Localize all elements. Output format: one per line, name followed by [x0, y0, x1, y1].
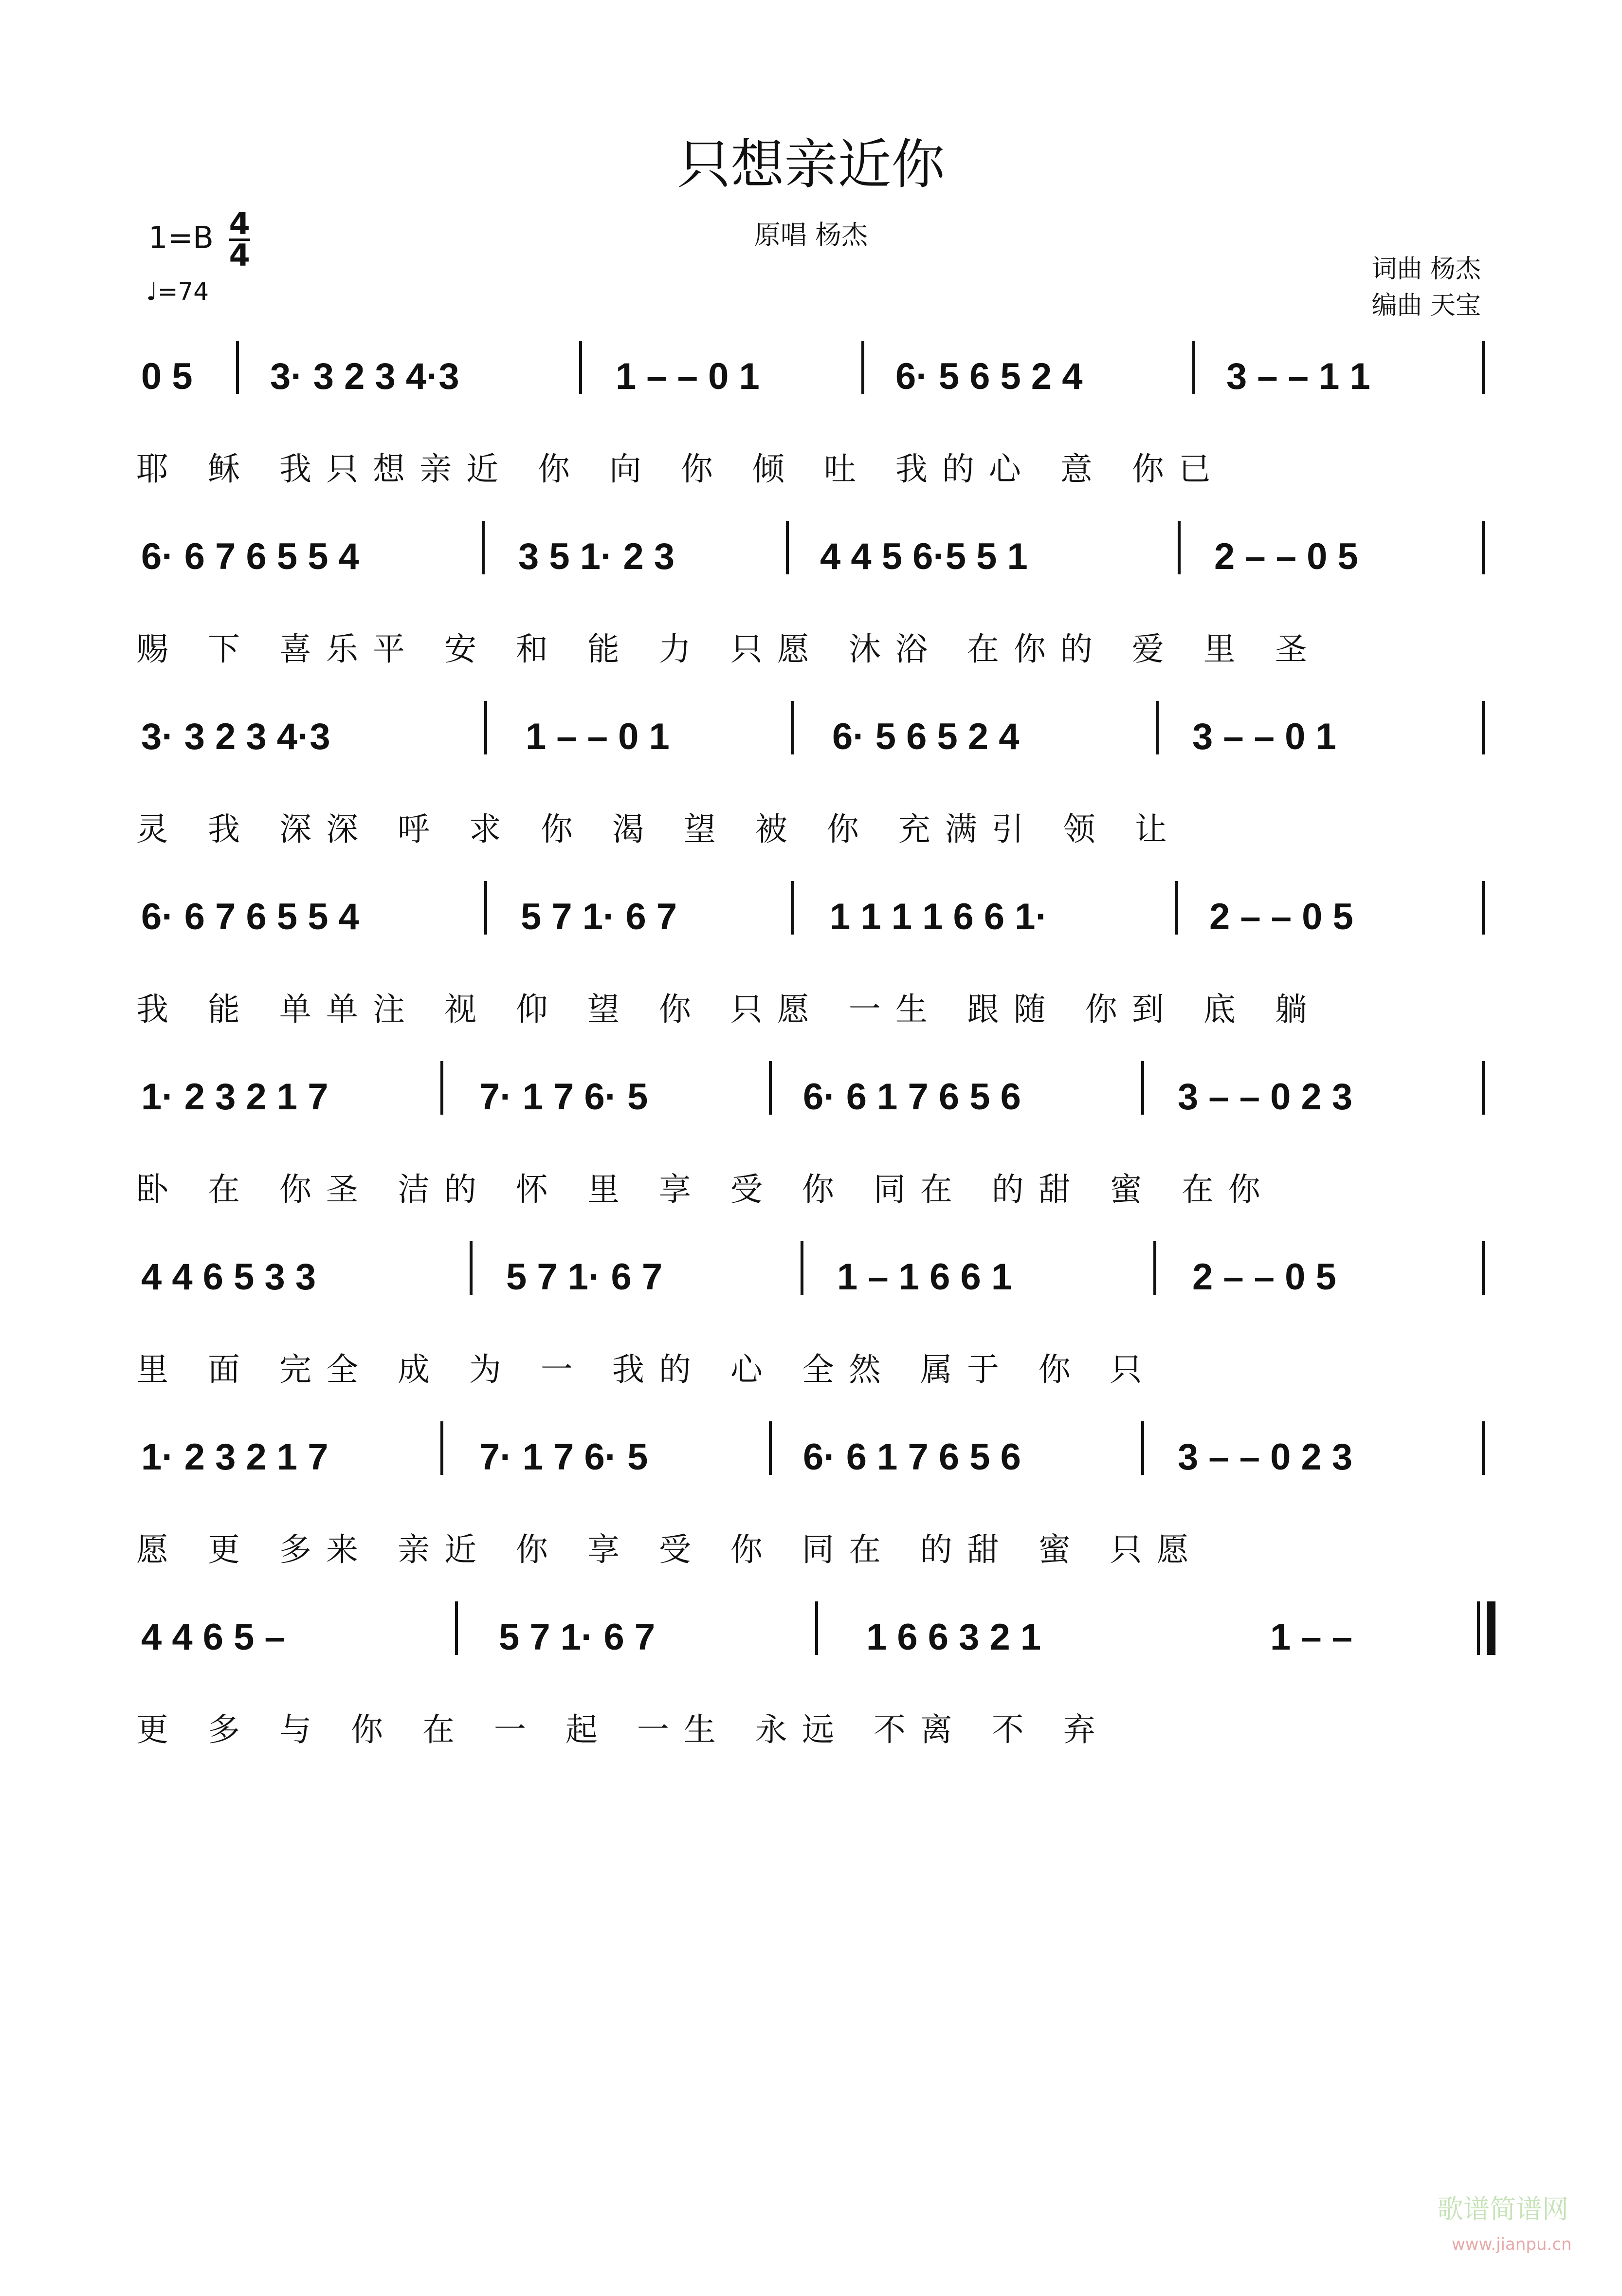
barline: [579, 341, 582, 394]
measure-notes: 6· 5 6 5 2 4: [895, 356, 1083, 397]
measure-notes: 3 – – 1 1: [1226, 356, 1370, 397]
tempo-marking: [146, 277, 209, 306]
barline: [484, 701, 487, 754]
barline: [815, 1601, 818, 1655]
barline: [791, 701, 794, 754]
measure-notes: 1· 2 3 2 1 7: [141, 1436, 328, 1478]
barline: [861, 341, 864, 394]
barline: [1482, 881, 1485, 935]
staff-row: [0, 716, 1622, 876]
measure-notes: 4 4 5 6·5 5 1: [820, 536, 1028, 577]
quarter-note-icon: ♩: [146, 277, 158, 306]
barline: [1153, 1241, 1156, 1295]
barline: [786, 521, 789, 574]
measure-notes: 3· 3 2 3 4·3: [141, 716, 330, 757]
tempo-value: =74: [157, 277, 209, 306]
lyrics-credit: 词曲 杨杰: [1371, 255, 1481, 284]
song-title: 只想亲近你: [677, 133, 945, 196]
barline: [470, 1241, 473, 1295]
measure-notes: 0 5: [141, 356, 193, 397]
measure-notes: 6· 5 6 5 2 4: [832, 716, 1020, 757]
watermark-url: www.jianpu.cn: [1452, 2235, 1572, 2254]
final-barline-thin: [1477, 1601, 1480, 1655]
barline: [440, 1421, 443, 1475]
barline: [791, 881, 794, 935]
barline: [1482, 521, 1485, 574]
measure-notes: 3 5 1· 2 3: [518, 536, 675, 577]
staff-row: [0, 535, 1622, 696]
measure-notes: 4 4 6 5 –: [141, 1616, 285, 1658]
measure-notes: 4 4 6 5 3 3: [141, 1256, 316, 1298]
lyrics-line: 更 多 与 你 在 一 起 一生 永远 不离 不 弃: [136, 1711, 1110, 1748]
measure-notes: 2 – – 0 5: [1192, 1256, 1336, 1298]
measure-notes: 6· 6 7 6 5 5 4: [141, 536, 359, 577]
barline: [1175, 881, 1178, 935]
measure-notes: 2 – – 0 5: [1214, 536, 1358, 577]
barline: [1178, 521, 1181, 574]
measure-notes: 1 – – 0 1: [616, 356, 760, 397]
barline: [769, 1421, 772, 1475]
measure-notes: 6· 6 7 6 5 5 4: [141, 896, 359, 937]
measure-notes: 1 6 6 3 2 1: [866, 1616, 1041, 1658]
measure-notes: 5 7 1· 6 7: [499, 1616, 656, 1658]
barline: [1482, 341, 1485, 394]
barline: [236, 341, 239, 394]
measure-notes: 1 1 1 1 6 6 1·: [830, 896, 1048, 937]
lyrics-line: 耶 稣 我只想亲近 你 向 你 倾 吐 我的心 意 你已: [136, 450, 1225, 488]
measure-notes: 3· 3 2 3 4·3: [270, 356, 459, 397]
staff-row: [0, 355, 1622, 516]
barline: [1141, 1061, 1144, 1115]
barline: [1482, 1241, 1485, 1295]
measure-notes: 6· 6 1 7 6 5 6: [803, 1436, 1021, 1478]
barline: [440, 1061, 443, 1115]
time-signature-bottom: 4: [229, 238, 250, 273]
staff-row: [0, 1616, 1622, 1777]
final-barline-thick: [1487, 1601, 1495, 1655]
measure-notes: 6· 6 1 7 6 5 6: [803, 1076, 1021, 1118]
barline: [1482, 1421, 1485, 1475]
arranger-credit: 编曲 天宝: [1371, 291, 1481, 320]
lyrics-line: 灵 我 深深 呼 求 你 渴 望 被 你 充满引 领 让: [136, 810, 1182, 848]
lyrics-line: 卧 在 你圣 洁的 怀 里 享 受 你 同在 的甜 蜜 在你: [136, 1171, 1275, 1208]
lyrics-line: 赐 下 喜乐平 安 和 能 力 只愿 沐浴 在你的 爱 里 圣: [136, 630, 1322, 668]
lyrics-line: 我 能 单单注 视 仰 望 你 只愿 一生 跟随 你到 底 躺: [136, 991, 1322, 1028]
barline: [769, 1061, 772, 1115]
staff-row: [0, 1076, 1622, 1236]
measure-notes: 1 – –: [1270, 1616, 1353, 1658]
original-singer: 原唱 杨杰: [754, 220, 868, 250]
measure-notes: 3 – – 0 1: [1192, 716, 1336, 757]
watermark-text: 歌谱简谱网: [1437, 2194, 1568, 2224]
barline: [455, 1601, 458, 1655]
measure-notes: 3 – – 0 2 3: [1178, 1436, 1353, 1478]
measure-notes: 1 – – 0 1: [526, 716, 670, 757]
barline: [1192, 341, 1195, 394]
barline: [1156, 701, 1159, 754]
barline: [482, 521, 485, 574]
measure-notes: 3 – – 0 2 3: [1178, 1076, 1353, 1118]
staff-row: [0, 1256, 1622, 1416]
barline: [1482, 1061, 1485, 1115]
lyrics-line: 愿 更 多来 亲近 你 享 受 你 同在 的甜 蜜 只愿: [136, 1531, 1203, 1568]
time-signature-top: 4: [229, 206, 250, 241]
lyrics-line: 里 面 完全 成 为 一 我的 心 全然 属于 你 只: [136, 1351, 1157, 1388]
measure-notes: 5 7 1· 6 7: [506, 1256, 663, 1298]
staff-row: [0, 1436, 1622, 1597]
barline: [484, 881, 487, 935]
barline: [801, 1241, 803, 1295]
key-text: 1=B: [148, 220, 214, 256]
measure-notes: 7· 1 7 6· 5: [479, 1076, 648, 1118]
measure-notes: 1 – 1 6 6 1: [837, 1256, 1012, 1298]
measure-notes: 7· 1 7 6· 5: [479, 1436, 648, 1478]
measure-notes: 2 – – 0 5: [1209, 896, 1353, 937]
measure-notes: 5 7 1· 6 7: [521, 896, 677, 937]
barline: [1482, 701, 1485, 754]
measure-notes: 1· 2 3 2 1 7: [141, 1076, 328, 1118]
staff-row: [0, 896, 1622, 1056]
barline: [1141, 1421, 1144, 1475]
watermark: [1418, 2184, 1583, 2267]
